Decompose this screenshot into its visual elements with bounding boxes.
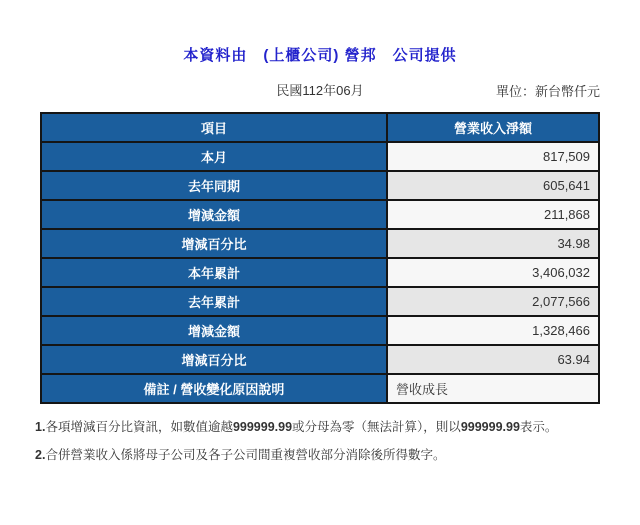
row-label: 去年同期 [41,171,387,200]
row-value: 605,641 [387,171,599,200]
table-row [41,345,599,374]
table-row [41,316,599,345]
page-title: 本資料由 (上櫃公司) 營邦 公司提供 [183,47,457,64]
column-header-item: 項目 [41,113,387,142]
footnote: 1.各項增減百分比資訊，如數值逾越999999.99或分母為零（無法計算），則以999999.99表示。 [35,420,558,434]
row-value: 63.94 [387,345,599,374]
row-label: 增減金額 [41,200,387,229]
row-value: 34.98 [387,229,599,258]
table-row [41,258,599,287]
table-row [41,171,599,200]
row-label: 增減百分比 [41,229,387,258]
row-label: 增減百分比 [41,345,387,374]
row-label: 本月 [41,142,387,171]
row-label: 去年累計 [41,287,387,316]
row-label: 增減金額 [41,316,387,345]
table-row [41,142,599,171]
notes [35,419,600,464]
meta-row [0,80,640,97]
report-period: 民國112年06月 [276,83,364,98]
row-value: 營收成長 [387,374,599,403]
table-row [41,200,599,229]
footnote: 2.合併營業收入係將母子公司及各子公司間重複營收部分消除後所得數字。 [35,447,446,462]
revenue-table-container [40,112,600,404]
row-value: 211,868 [387,200,599,229]
row-label: 備註 / 營收變化原因說明 [41,374,387,403]
table-row [41,287,599,316]
table-row [41,229,599,258]
table-header-row [41,113,599,142]
revenue-table-body [41,142,599,403]
table-row [41,374,599,403]
column-header-net-revenue: 營業收入淨額 [387,113,599,142]
row-value: 817,509 [387,142,599,171]
revenue-table [40,112,600,404]
row-value: 2,077,566 [387,287,599,316]
row-value: 3,406,032 [387,258,599,287]
row-label: 本年累計 [41,258,387,287]
currency-unit-label: 單位：新台幣仟元 [495,84,600,99]
row-value: 1,328,466 [387,316,599,345]
